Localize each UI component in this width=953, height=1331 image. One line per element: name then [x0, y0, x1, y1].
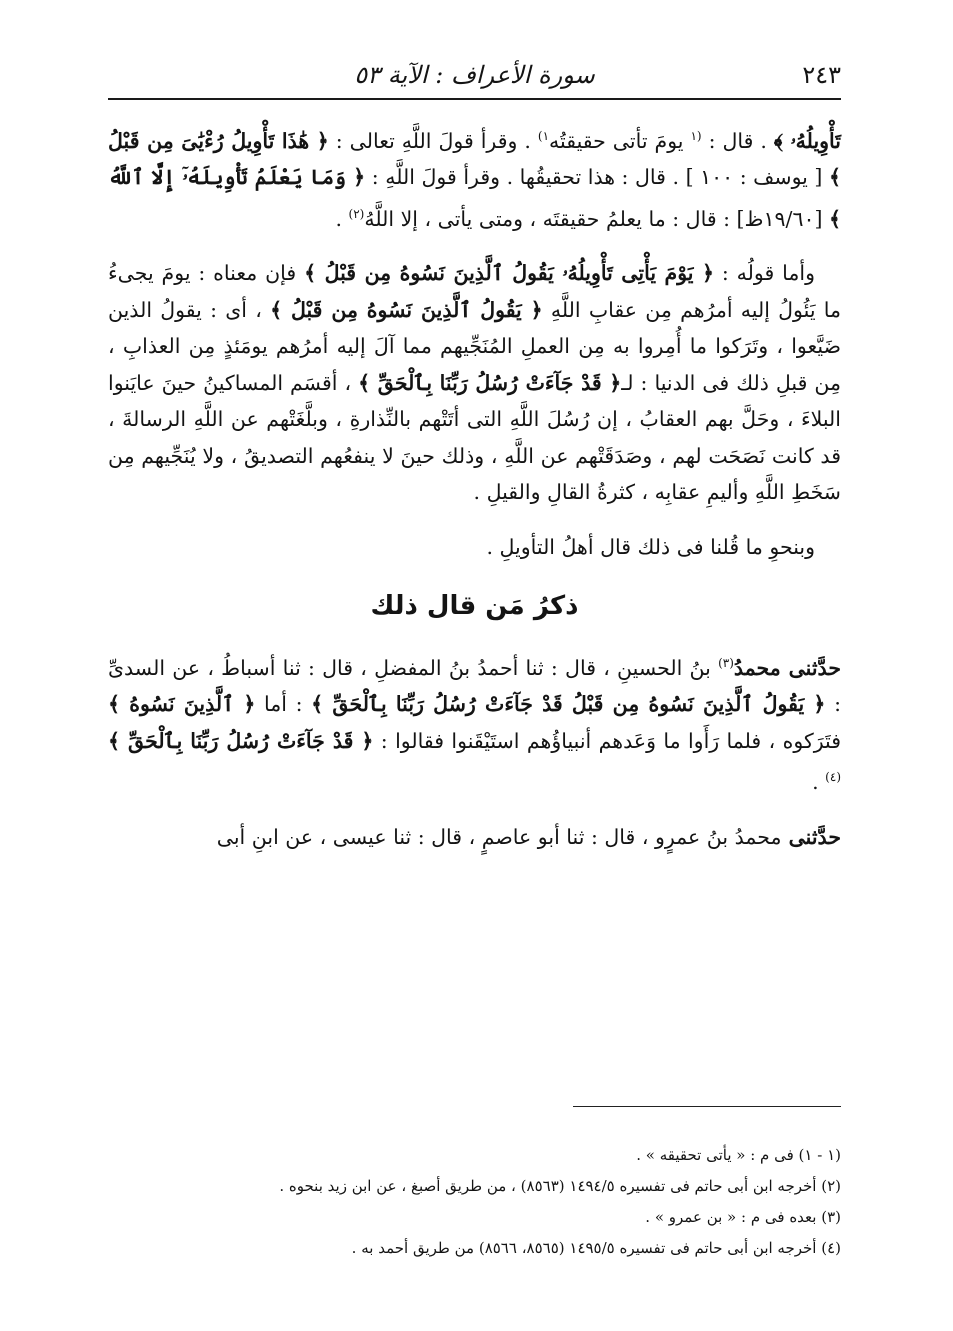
footnote-4: (٤) أخرجه ابن أبى حاتم فى تفسيره ١٤٩٥/٥ (٨٥٦٥، ٨٥٦٦) من طريق أحمد به . — [351, 1239, 841, 1257]
page-header — [108, 52, 841, 100]
text-run: يومَ تأتى حقيقتُه — [549, 128, 691, 153]
footnote-ref: (٢) — [348, 206, 365, 221]
text-run: [ يوسف : ١٠٠ ] . قال : هذا تحقيقُها . وقرأ قولَ اللَّهِ : — [365, 165, 829, 190]
text-run: محمدُ بنُ عمرٍو ، قال : ثنا أبو عاصمٍ ، قال : ثنا عيسى ، عن ابنِ أبى — [216, 824, 782, 849]
narration-2 — [108, 819, 841, 856]
quran-quote: تَأْوِيلُهُۥ ﴾ — [773, 128, 842, 153]
footnote-3: (٣) بعده فى م : « بن عمرو » . — [645, 1208, 841, 1226]
text-run: فإن معناه : يومَ يجىءُ ما يَئُولُ إليه أمرُهم مِن عقابِ اللَّهِ — [108, 261, 842, 322]
text-run: بنُ الحسينِ ، قال : ثنا أحمدُ بنُ المفضلِ ، قال : ثنا أسباطُ ، عن السدىِّ : — [108, 655, 841, 717]
quran-quote: ﴿ وَمَا يَعْلَمُ تَأْوِيلَهُۥٓ إِلَّا ٱللَّهُ ﴾ — [108, 165, 841, 231]
footnote-ref: (١ — [690, 129, 702, 143]
footnote-ref: (٤) — [825, 770, 841, 785]
text-run: محمدُ — [733, 655, 781, 680]
narration-1 — [108, 645, 841, 801]
text-run: ، أقسَم المساكينُ حينَ عايَنوا البلاءَ ، وحَلَّ بهم العقابُ ، إن رُسُلَ اللَّهِ التى أتَتْهم بالنِّذارةِ ، وبلَّغَتْهم عن اللَّهِ الرسالةَ ، قد كانت نَصَحَت لهم ، وصَدَقَتْهم عن اللَّهِ ، وذلك حينَ لا ينفعُهم التصديقُ ، ولا يُنَجِّيهم مِن سَخَطِ اللَّهِ وأليمِ عقابِه ، كثرةُ القالِ والقيلِ . — [108, 370, 841, 505]
running-title: سورة الأعراف : الآية ٥٣ — [354, 61, 595, 89]
quran-quote: ﴿ يَوْمَ يَأْتِى تَأْوِيلُهُۥ يَقُولُ ٱلَّذِينَ نَسُوهُ مِن قَبْلُ ﴾ — [304, 261, 715, 286]
text-run: : أما — [255, 692, 312, 717]
quran-quote: ﴿ قَدْ جَآءَتْ رُسُلُ رَبِّنَا بِٱلْحَقِّ ﴾ — [358, 370, 622, 395]
text-run: وأما قولُه : — [714, 261, 815, 286]
text-run: . قال : — [701, 128, 774, 153]
footnote-ref: ١) — [537, 129, 550, 143]
footnote-separator — [573, 1106, 841, 1107]
quran-quote: ﴿ هَٰذَا تَأْوِيلُ رُءْيَٰىَ مِن قَبْلُ ﴾ — [108, 128, 841, 190]
text-run: . — [335, 206, 349, 231]
footnote-2: (٢) أخرجه ابن أبى حاتم فى تفسيره ١٤٩٤/٥ (٨٥٦٣) ، من طريق أصبغ ، عن ابن زيد بنحوه . — [279, 1177, 841, 1195]
text-run: . — [812, 770, 826, 795]
text-run: ، أى : يقولُ الذين ضَيَّعوا ، وتَرَكوا ما أُمِروا به مِن العملِ المُنَجِّيهم مما آلَ إليه أمرُهم يومَئذٍ مِن العذابِ ، مِن قبلِ ذلك فى الدنيا : لـ — [108, 297, 841, 395]
footnote-1: (١ - ١) فى م : « يأتى تحقيقه » . — [636, 1146, 841, 1164]
text-run: حدَّثنى — [780, 655, 841, 680]
text-run: وبنحوِ ما قُلنا فى ذلك قال أهلُ التأويلِ . — [486, 534, 815, 559]
text-run: فتَرَكوه ، فلما رَأَوا ما وَعَدهم أنبياؤُهم استَيْقَنوا فقالوا : — [373, 728, 841, 753]
paragraph-3 — [108, 529, 841, 566]
quran-quote: ﴿ يَقُولُ ٱلَّذِينَ نَسُوهُ مِن قَبْلُ ﴾ — [270, 297, 543, 322]
page-number: ٢٤٣ — [802, 61, 841, 89]
main-text — [108, 118, 841, 855]
quran-quote: ﴿ قَدْ جَآءَتْ رُسُلُ رَبِّنَا بِٱلْحَقِّ ﴾ — [108, 728, 374, 753]
section-heading: ذكرُ مَن قال ذلك — [370, 591, 579, 622]
footnote-ref: (٣) — [718, 656, 734, 671]
quran-quote: ﴿ ٱلَّذِينَ نَسُوهُ ﴾ — [108, 692, 256, 717]
text-run: حدَّثنى — [781, 824, 841, 849]
paragraph-2 — [108, 255, 841, 511]
quran-quote: ﴿ يَقُولُ ٱلَّذِينَ نَسُوهُ مِن قَبْلُ قَدْ جَآءَتْ رُسُلُ رَبِّنَا بِٱلْحَقِّ ﴾ — [311, 692, 826, 717]
footnotes — [108, 1140, 841, 1264]
text-run: . وقرأ قولَ اللَّهِ تعالى : — [328, 128, 538, 153]
text-run: [١٩/٦٠ظ] : قال : ما يعلمُ حقيقتَه ، ومتى يأتى ، إلا اللَّهُ — [364, 206, 829, 231]
paragraph-1 — [108, 118, 841, 237]
